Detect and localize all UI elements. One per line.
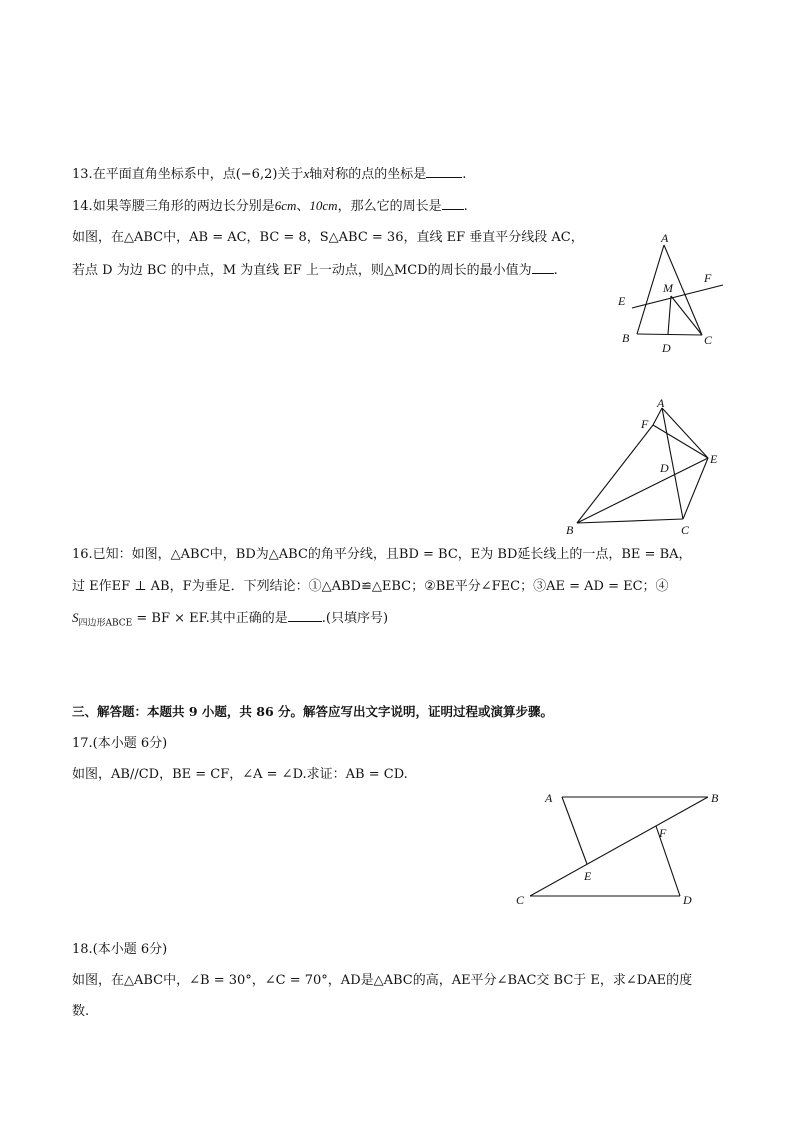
q16-figure: [560, 395, 730, 540]
label-d: D: [683, 893, 692, 907]
label-c: C: [516, 893, 525, 907]
question-14: 14.如果等腰三角形的两边长分别是6cm、10cm，那么它的周长是 .: [72, 198, 468, 214]
label-b: B: [566, 523, 574, 537]
segment-be: [577, 458, 708, 523]
segment-cb: [530, 797, 708, 896]
label-c: C: [681, 523, 690, 537]
point-coordinates: (−6,2): [235, 167, 278, 182]
answer-blank: [426, 165, 462, 178]
question-number: 13.: [72, 167, 93, 182]
question-17-header: 17.(本小题 6分): [72, 736, 168, 751]
question-15-line-2: 若点 D 为边 BC 的中点，M 为直线 EF 上一动点，则△MCD的周长的最小值为 .: [72, 263, 558, 278]
segment-bc: [637, 334, 702, 335]
label-f: F: [659, 826, 667, 840]
segment-bc: [577, 519, 683, 523]
segment-mc: [671, 296, 702, 335]
segment-ce: [683, 458, 708, 519]
question-13: 13.在平面直角坐标系中，点(−6,2)关于x轴对称的点的坐标是 .: [72, 166, 467, 182]
question-18-header: 18.(本小题 6分): [72, 942, 168, 957]
label-b: B: [622, 331, 630, 345]
label-a: A: [661, 231, 669, 245]
label-f: F: [641, 417, 649, 431]
label-e: E: [584, 869, 592, 883]
q15-triangle-figure: [600, 228, 760, 358]
segment-af: [653, 408, 662, 425]
label-d: D: [660, 461, 669, 475]
question-18-line-2: 数.: [72, 1004, 90, 1019]
segment-ae: [662, 408, 708, 458]
label-b: B: [711, 791, 719, 805]
label-c: C: [704, 333, 713, 347]
label-a: A: [657, 396, 665, 410]
segment-md: [668, 296, 671, 334]
axis-name: x: [303, 166, 310, 181]
section-3-heading: 三、解答题：本题共 9 小题，共 86 分。解答应写出文字说明，证明过程或演算步骤。: [72, 704, 554, 719]
segment-ae: [562, 797, 587, 864]
answer-blank: [532, 261, 554, 274]
side-length: 10cm: [309, 198, 338, 213]
label-e: E: [618, 294, 626, 308]
question-number: 14.: [72, 199, 93, 214]
segment-ab: [637, 245, 664, 334]
label-m: M: [663, 281, 673, 295]
question-16-line-1: 16.已知：如图，△ABC中，BD为△ABC的角平分线，且BD = BC，E为 BD延长线上的一点，BE = BA，: [72, 547, 692, 562]
q17-figure: [510, 786, 730, 911]
label-a: A: [545, 791, 553, 805]
side-length: 6cm: [274, 198, 297, 213]
label-e: E: [710, 452, 718, 466]
question-18-line-1: 如图，在△ABC中，∠B = 30°，∠C = 70°，AD是△ABC的高，AE平分∠BAC交 BC于 E，求∠DAE的度: [72, 973, 693, 988]
question-16-line-2: 过 E作EF ⊥ AB，F为垂足．下列结论：①△ABD≌△EBC；②BE平分∠FEC；③AE = AD = EC；④: [72, 579, 669, 594]
answer-blank: [288, 609, 322, 622]
question-17-text: 如图，AB//CD，BE = CF，∠A = ∠D.求证：AB = CD.: [72, 767, 408, 782]
answer-blank: [442, 197, 464, 210]
segment-fb: [577, 425, 653, 523]
question-15-line-1: 如图，在△ABC中，AB = AC，BC = 8，S△ABC = 36，直线 EF 垂直平分线段 AC，: [72, 230, 584, 245]
label-f: F: [704, 271, 712, 285]
label-d: D: [662, 341, 671, 355]
question-16-line-3: $S_{四边形ABCE}$ = BF × EF.其中正确的是 .(只填序号): [72, 610, 389, 629]
segment-fe: [653, 425, 708, 458]
